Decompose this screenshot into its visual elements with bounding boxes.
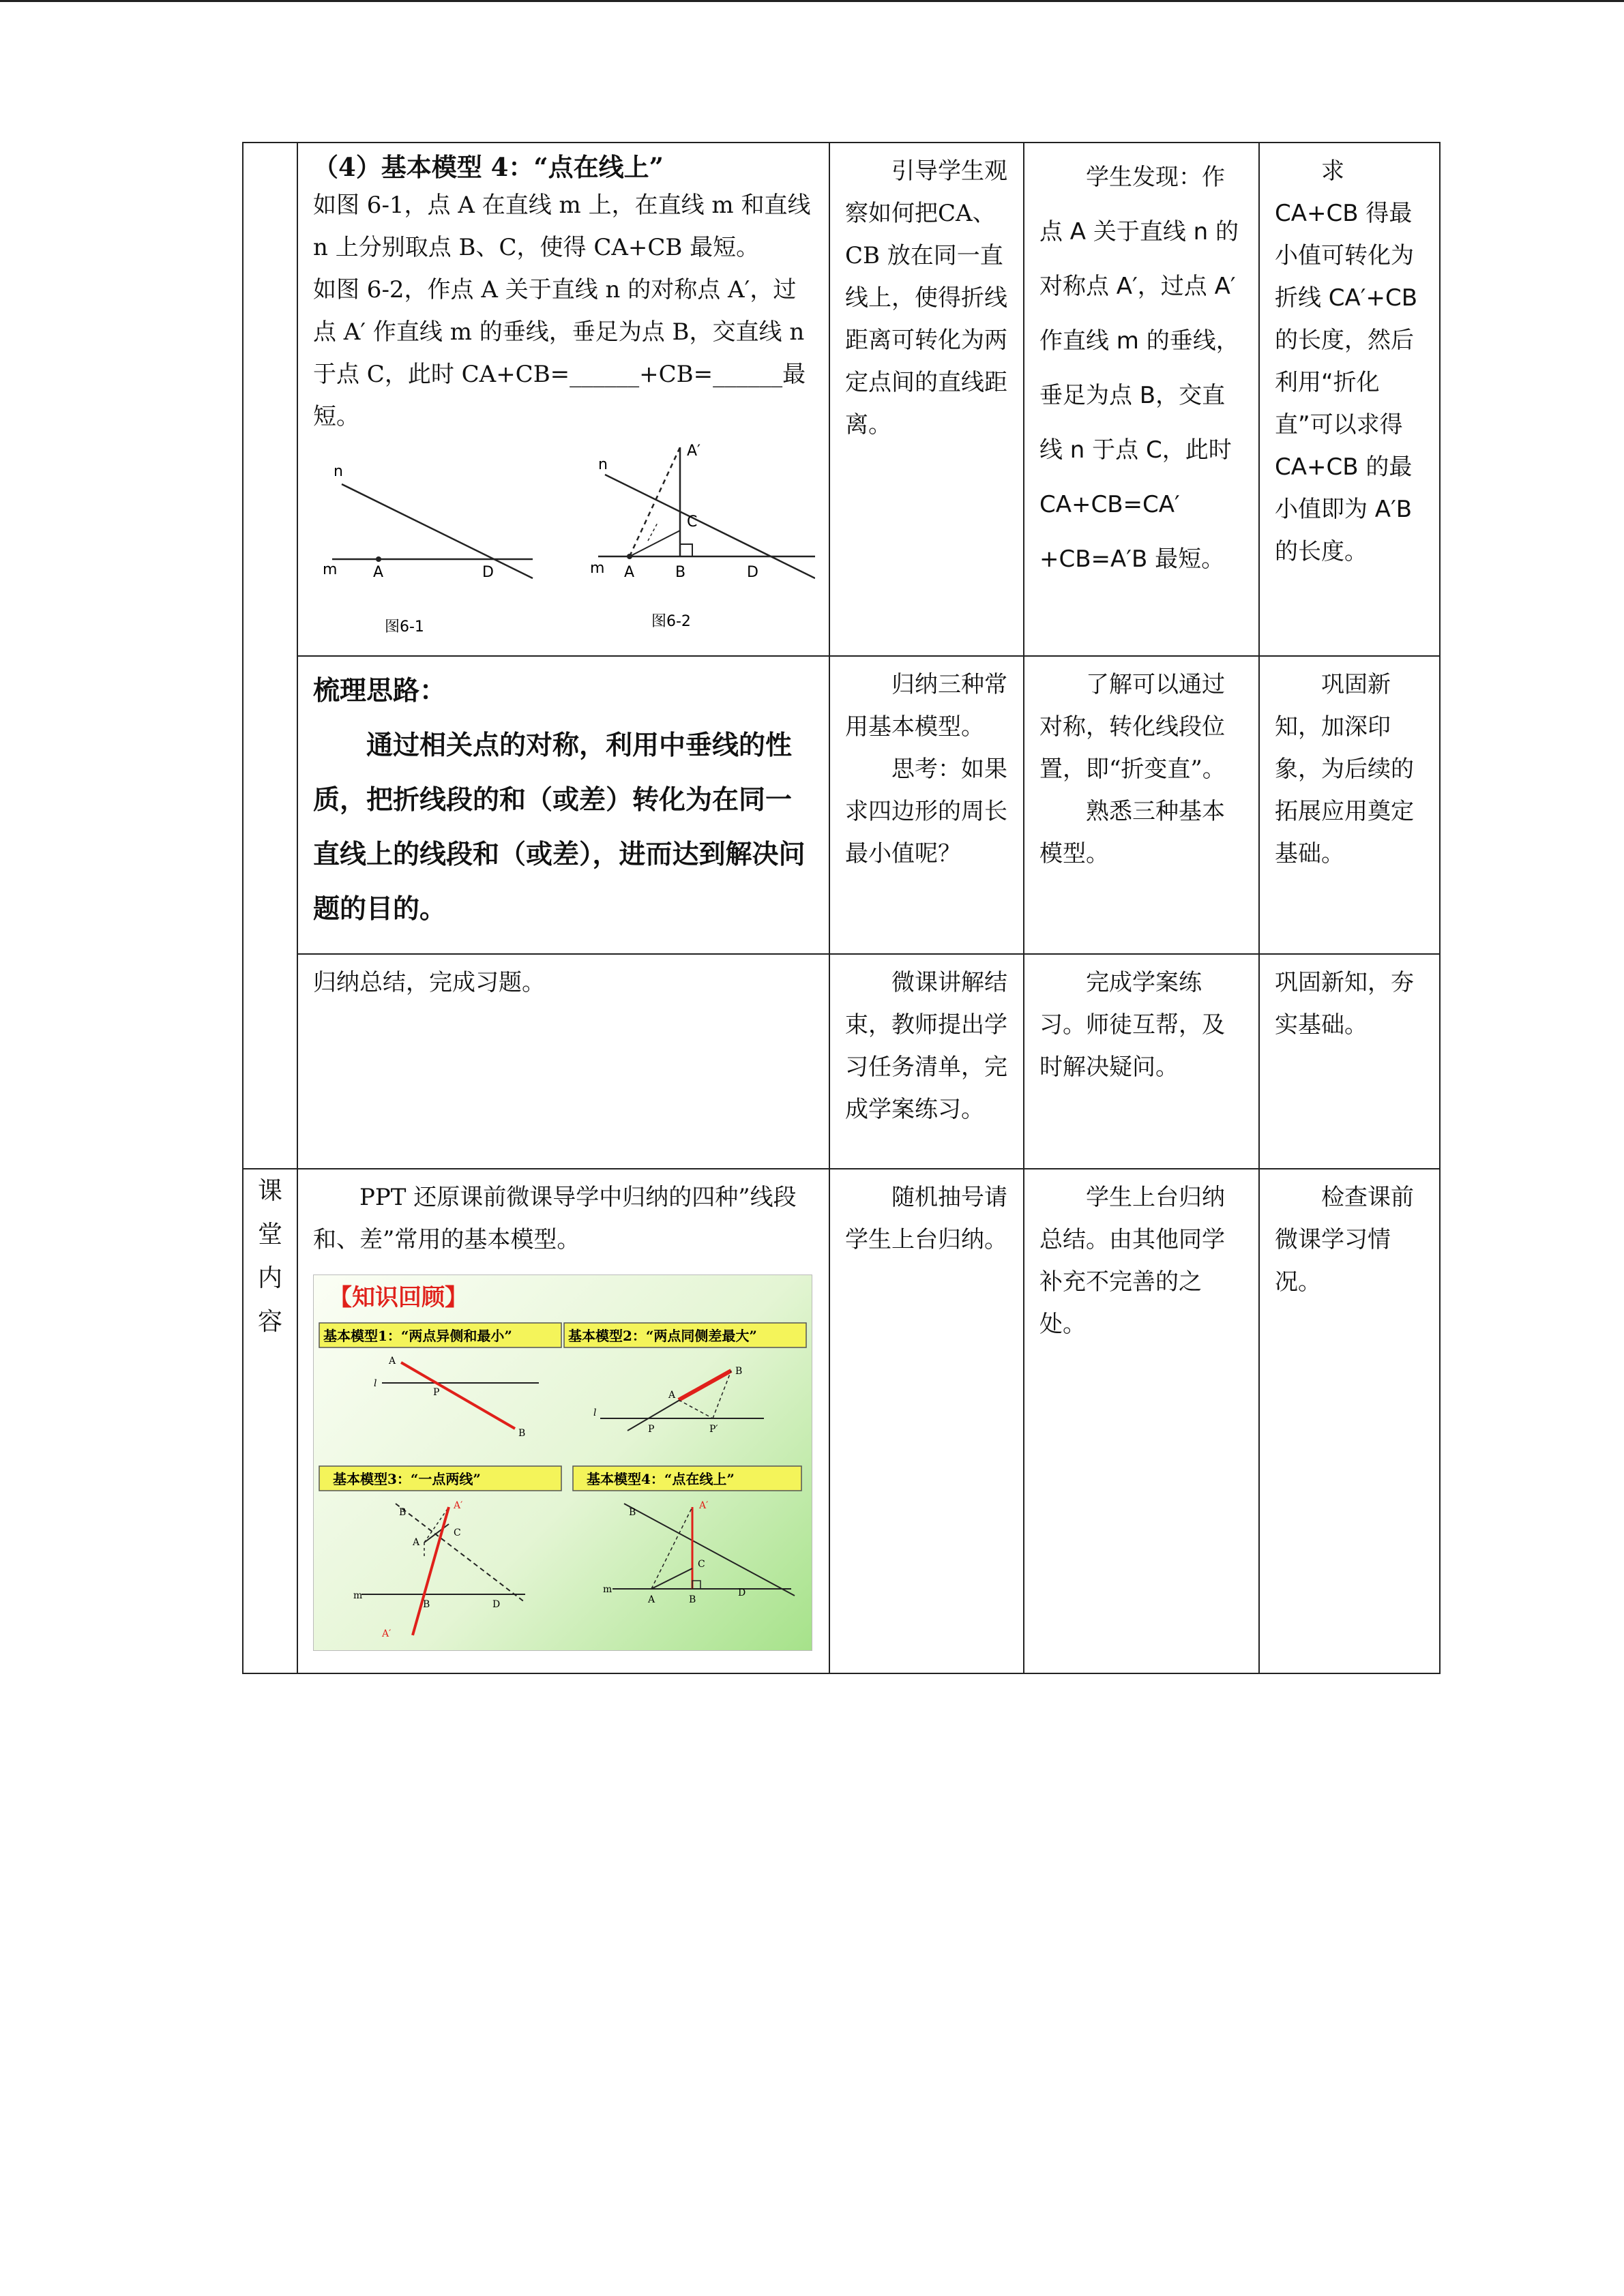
section-label — [243, 1169, 297, 1344]
lesson-plan-table — [242, 142, 1441, 1674]
figure-6-1 — [313, 442, 538, 646]
table-row — [243, 143, 1440, 656]
student-activity-text: 学生上台归纳总结。由其他同学补充不完善的之处。 — [1039, 1184, 1225, 1338]
label-d: D — [482, 564, 494, 581]
teacher-activity-text-a: 归纳三种常用基本模型。 — [845, 671, 1007, 741]
teacher-activity-cell — [829, 954, 1024, 1169]
student-activity-text-b: 熟悉三种基本模型。 — [1039, 798, 1225, 867]
model-box-1: 基本模型1：“两点异侧和最小” — [323, 1328, 512, 1344]
label-m: m — [323, 561, 338, 578]
section-label-char: 课 — [257, 1177, 282, 1205]
table-row — [243, 954, 1440, 1169]
design-intent-cell — [1259, 143, 1440, 656]
section-label-cell-empty — [243, 143, 297, 1169]
m4-label-b: B — [689, 1594, 696, 1605]
content-cell-summary — [297, 656, 829, 954]
label-m2: m — [590, 560, 605, 577]
design-intent-text: 检查课前微课学习情况。 — [1275, 1184, 1414, 1296]
label-a2: A — [624, 564, 635, 581]
fig1-caption: 图6-1 — [385, 618, 424, 636]
label-n2: n — [598, 456, 608, 473]
content-cell-model4 — [297, 143, 829, 656]
m1-label-a: A — [389, 1356, 396, 1367]
design-intent-text: 巩固新知，加深印象，为后续的拓展应用奠定基础。 — [1275, 671, 1414, 867]
fig2-caption: 图6-2 — [651, 613, 691, 630]
page-top-rule — [0, 0, 1624, 2]
table-row — [243, 656, 1440, 954]
model-box-3: 基本模型3：“一点两线” — [333, 1471, 481, 1487]
m3-label-a: A — [413, 1537, 420, 1548]
student-activity-cell — [1024, 954, 1259, 1169]
label-a: A — [373, 564, 384, 581]
m4-label-b-top: B — [629, 1507, 636, 1518]
teacher-activity-text-b: 思考：如果求四边形的周长最小值呢？ — [845, 756, 1007, 867]
student-activity-text-a: 了解可以通过对称，转化线段位置，即“折变直”。 — [1039, 671, 1226, 783]
design-intent-text: 求 CA+CB 得最小值可转化为折线 CA′+CB 的长度，然后利用“折化直”可以求得 CA+CB 的最小值即为 A′B 的长度。 — [1275, 158, 1418, 565]
label-n: n — [334, 463, 343, 480]
teacher-activity-cell — [829, 143, 1024, 656]
label-d2: D — [747, 564, 758, 581]
slide-header: 【知识回顾】 — [329, 1284, 468, 1311]
model-box-4: 基本模型4：“点在线上” — [587, 1471, 735, 1487]
label-c: C — [687, 513, 698, 531]
design-intent-cell — [1259, 954, 1440, 1169]
m3-label-a-prime-top: A′ — [454, 1500, 463, 1511]
summary-body: 通过相关点的对称，利用中垂线的性质，把折线段的和（或差）转化为在同一直线上的线段和（或差），进而达到解决问题的目的。 — [313, 730, 806, 925]
model4-desc-2: 如图 6-2，作点 A 关于直线 n 的对称点 A′，过点 A′ 作直线 m 的垂线，垂足为点 B，交直线 n 于点 C，此时 CA+CB=______+CB=______最短。 — [313, 276, 806, 430]
teacher-activity-cell — [829, 1169, 1024, 1673]
section-label-char: 容 — [257, 1308, 282, 1336]
student-activity-text: 学生发现：作点 A 关于直线 n 的对称点 A′，过点 A′ 作直线 m 的垂线，垂足为点 B，交直线 n 于点 C，此时 CA+CB=CA′+CB=A′B 最短。 — [1039, 164, 1239, 573]
design-intent-cell — [1259, 1169, 1440, 1673]
student-activity-cell — [1024, 656, 1259, 954]
model4-desc-1: 如图 6-1，点 A 在直线 m 上，在直线 m 和直线 n 上分别取点 B、C，使得 CA+CB 最短。 — [313, 192, 811, 261]
label-b: B — [675, 564, 686, 581]
m2-label-p-prime: P′ — [709, 1424, 718, 1435]
teacher-activity-cell — [829, 656, 1024, 954]
m3-label-b-top: B — [399, 1507, 407, 1518]
m3-label-a-prime-bottom: A′ — [382, 1628, 392, 1639]
student-activity-cell — [1024, 1169, 1259, 1673]
teacher-activity-text: 微课讲解结束，教师提出学习任务清单，完成学案练习。 — [845, 969, 1007, 1123]
m4-label-d: D — [738, 1587, 746, 1598]
m3-label-b: B — [423, 1599, 430, 1610]
content-cell-review — [297, 1169, 829, 1673]
m2-label-b: B — [735, 1366, 743, 1377]
m4-label-c: C — [698, 1559, 705, 1570]
section-label-char: 堂 — [257, 1221, 282, 1249]
model4-title: （4）基本模型 4：“点在线上” — [313, 152, 664, 182]
teacher-activity-text: 随机抽号请学生上台归纳。 — [845, 1184, 1007, 1253]
content-cell-practice — [297, 954, 829, 1169]
m1-label-b: B — [518, 1428, 526, 1439]
m3-label-m: m — [353, 1590, 363, 1601]
m2-label-p: P — [648, 1424, 655, 1435]
m4-label-a-prime: A′ — [699, 1500, 709, 1511]
m3-label-c: C — [454, 1527, 461, 1538]
model-box-2: 基本模型2：“两点同侧差最大” — [568, 1328, 757, 1344]
label-a-prime: A′ — [687, 443, 701, 460]
m2-label-l: l — [593, 1407, 597, 1418]
summary-heading: 梳理思路： — [313, 675, 447, 706]
m1-label-p: P — [433, 1387, 440, 1398]
section-label-char: 内 — [257, 1264, 282, 1292]
teacher-activity-text: 引导学生观察如何把CA、CB 放在同一直线上，使得折线距离可转化为两定点间的直线距离。 — [845, 158, 1007, 438]
table-row — [243, 1169, 1440, 1673]
student-activity-text: 完成学案练习。师徒互帮，及时解决疑问。 — [1039, 969, 1225, 1081]
m4-label-m: m — [603, 1584, 612, 1595]
m1-label-l: l — [374, 1378, 377, 1389]
practice-text: 归纳总结，完成习题。 — [313, 969, 545, 996]
design-intent-cell — [1259, 656, 1440, 954]
section-label-cell — [243, 1169, 297, 1673]
design-intent-text: 巩固新知，夯实基础。 — [1275, 969, 1414, 1039]
student-activity-cell — [1024, 143, 1259, 656]
m4-label-a: A — [648, 1594, 655, 1605]
m3-label-d: D — [492, 1599, 501, 1610]
m2-label-a: A — [668, 1390, 676, 1401]
knowledge-review-slide — [313, 1274, 812, 1651]
review-text: PPT 还原课前微课导学中归纳的四种”线段和、差”常用的基本模型。 — [313, 1184, 797, 1253]
figure-6-2 — [590, 442, 815, 646]
